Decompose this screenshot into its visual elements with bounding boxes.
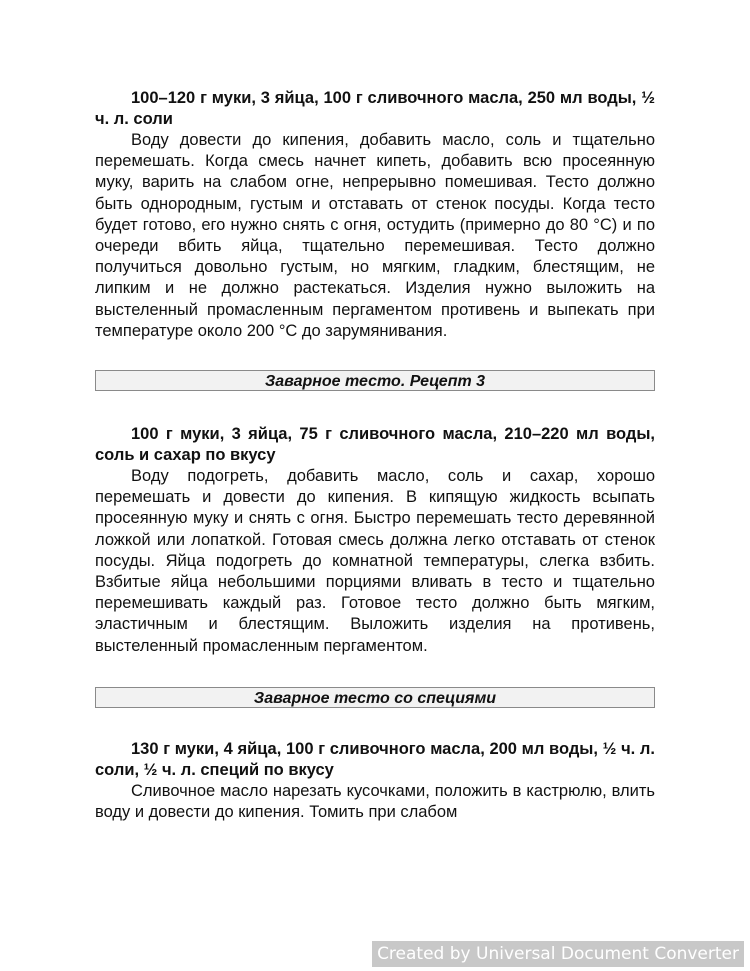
- recipe-3-ingredients: 100 г муки, 3 яйца, 75 г сливочного масла, 210–220 мл воды, соль и сахар по вкусу: [95, 425, 655, 465]
- section-header-recipe-3: Заварное тесто. Рецепт 3: [95, 370, 655, 391]
- spiced-dough-instructions: Сливочное масло нарезать кусочками, положить в кастрюлю, влить воду и довести до кипения. Томить при слабом: [95, 781, 655, 822]
- spiced-dough-ingredients: 130 г муки, 4 яйца, 100 г сливочного масла, 200 мл воды, ½ ч. л. соли, ½ ч. л. специй по вкусу: [95, 739, 655, 779]
- recipe-3-instructions: Воду подогреть, добавить масло, соль и сахар, хорошо перемешать и довести до кипения. В кипящую жидкость всыпать просеянную муку и снять с огня. Быстро перемешать тесто деревянной ложкой или лопаткой. Готовая смесь должна легко отставать от стенок посуды. Яйца подогреть до комнатной температуры, слегка взбить. Взбитые яйца небольшими порциями вливать в тесто и тщательно перемешивать каждый раз. Готовое тесто должно быть мягким, эластичным и блестящим. Выложить изделия на противень, выстеленный промасленным пергаментом.: [95, 467, 655, 655]
- section-header-spiced-dough: Заварное тесто со специями: [95, 687, 655, 708]
- document-page: [95, 88, 655, 823]
- recipe-instructions: Воду довести до кипения, добавить масло, соль и тщательно перемешать. Когда смесь начнет кипеть, добавить всю просеянную муку, варить на слабом огне, непрерывно помешивая. Тесто должно быть однородным, густым и отставать от стенок посуды. Когда тесто будет готово, его нужно снять с огня, остудить (примерно до 80 °C) и по очереди вбить яйца, тщательно перемешивая. Тесто должно получиться довольно густым, но мягким, гладким, блестящим, не липким и не должно растекаться. Изделия нужно выложить на выстеленный промасленным пергаментом противень и выпекать при температуре около 200 °C до зарумянивания.: [95, 131, 655, 340]
- watermark: Created by Universal Document Converter: [372, 941, 744, 967]
- recipe-ingredients: 100–120 г муки, 3 яйца, 100 г сливочного масла, 250 мл воды, ½ ч. л. соли: [95, 89, 655, 128]
